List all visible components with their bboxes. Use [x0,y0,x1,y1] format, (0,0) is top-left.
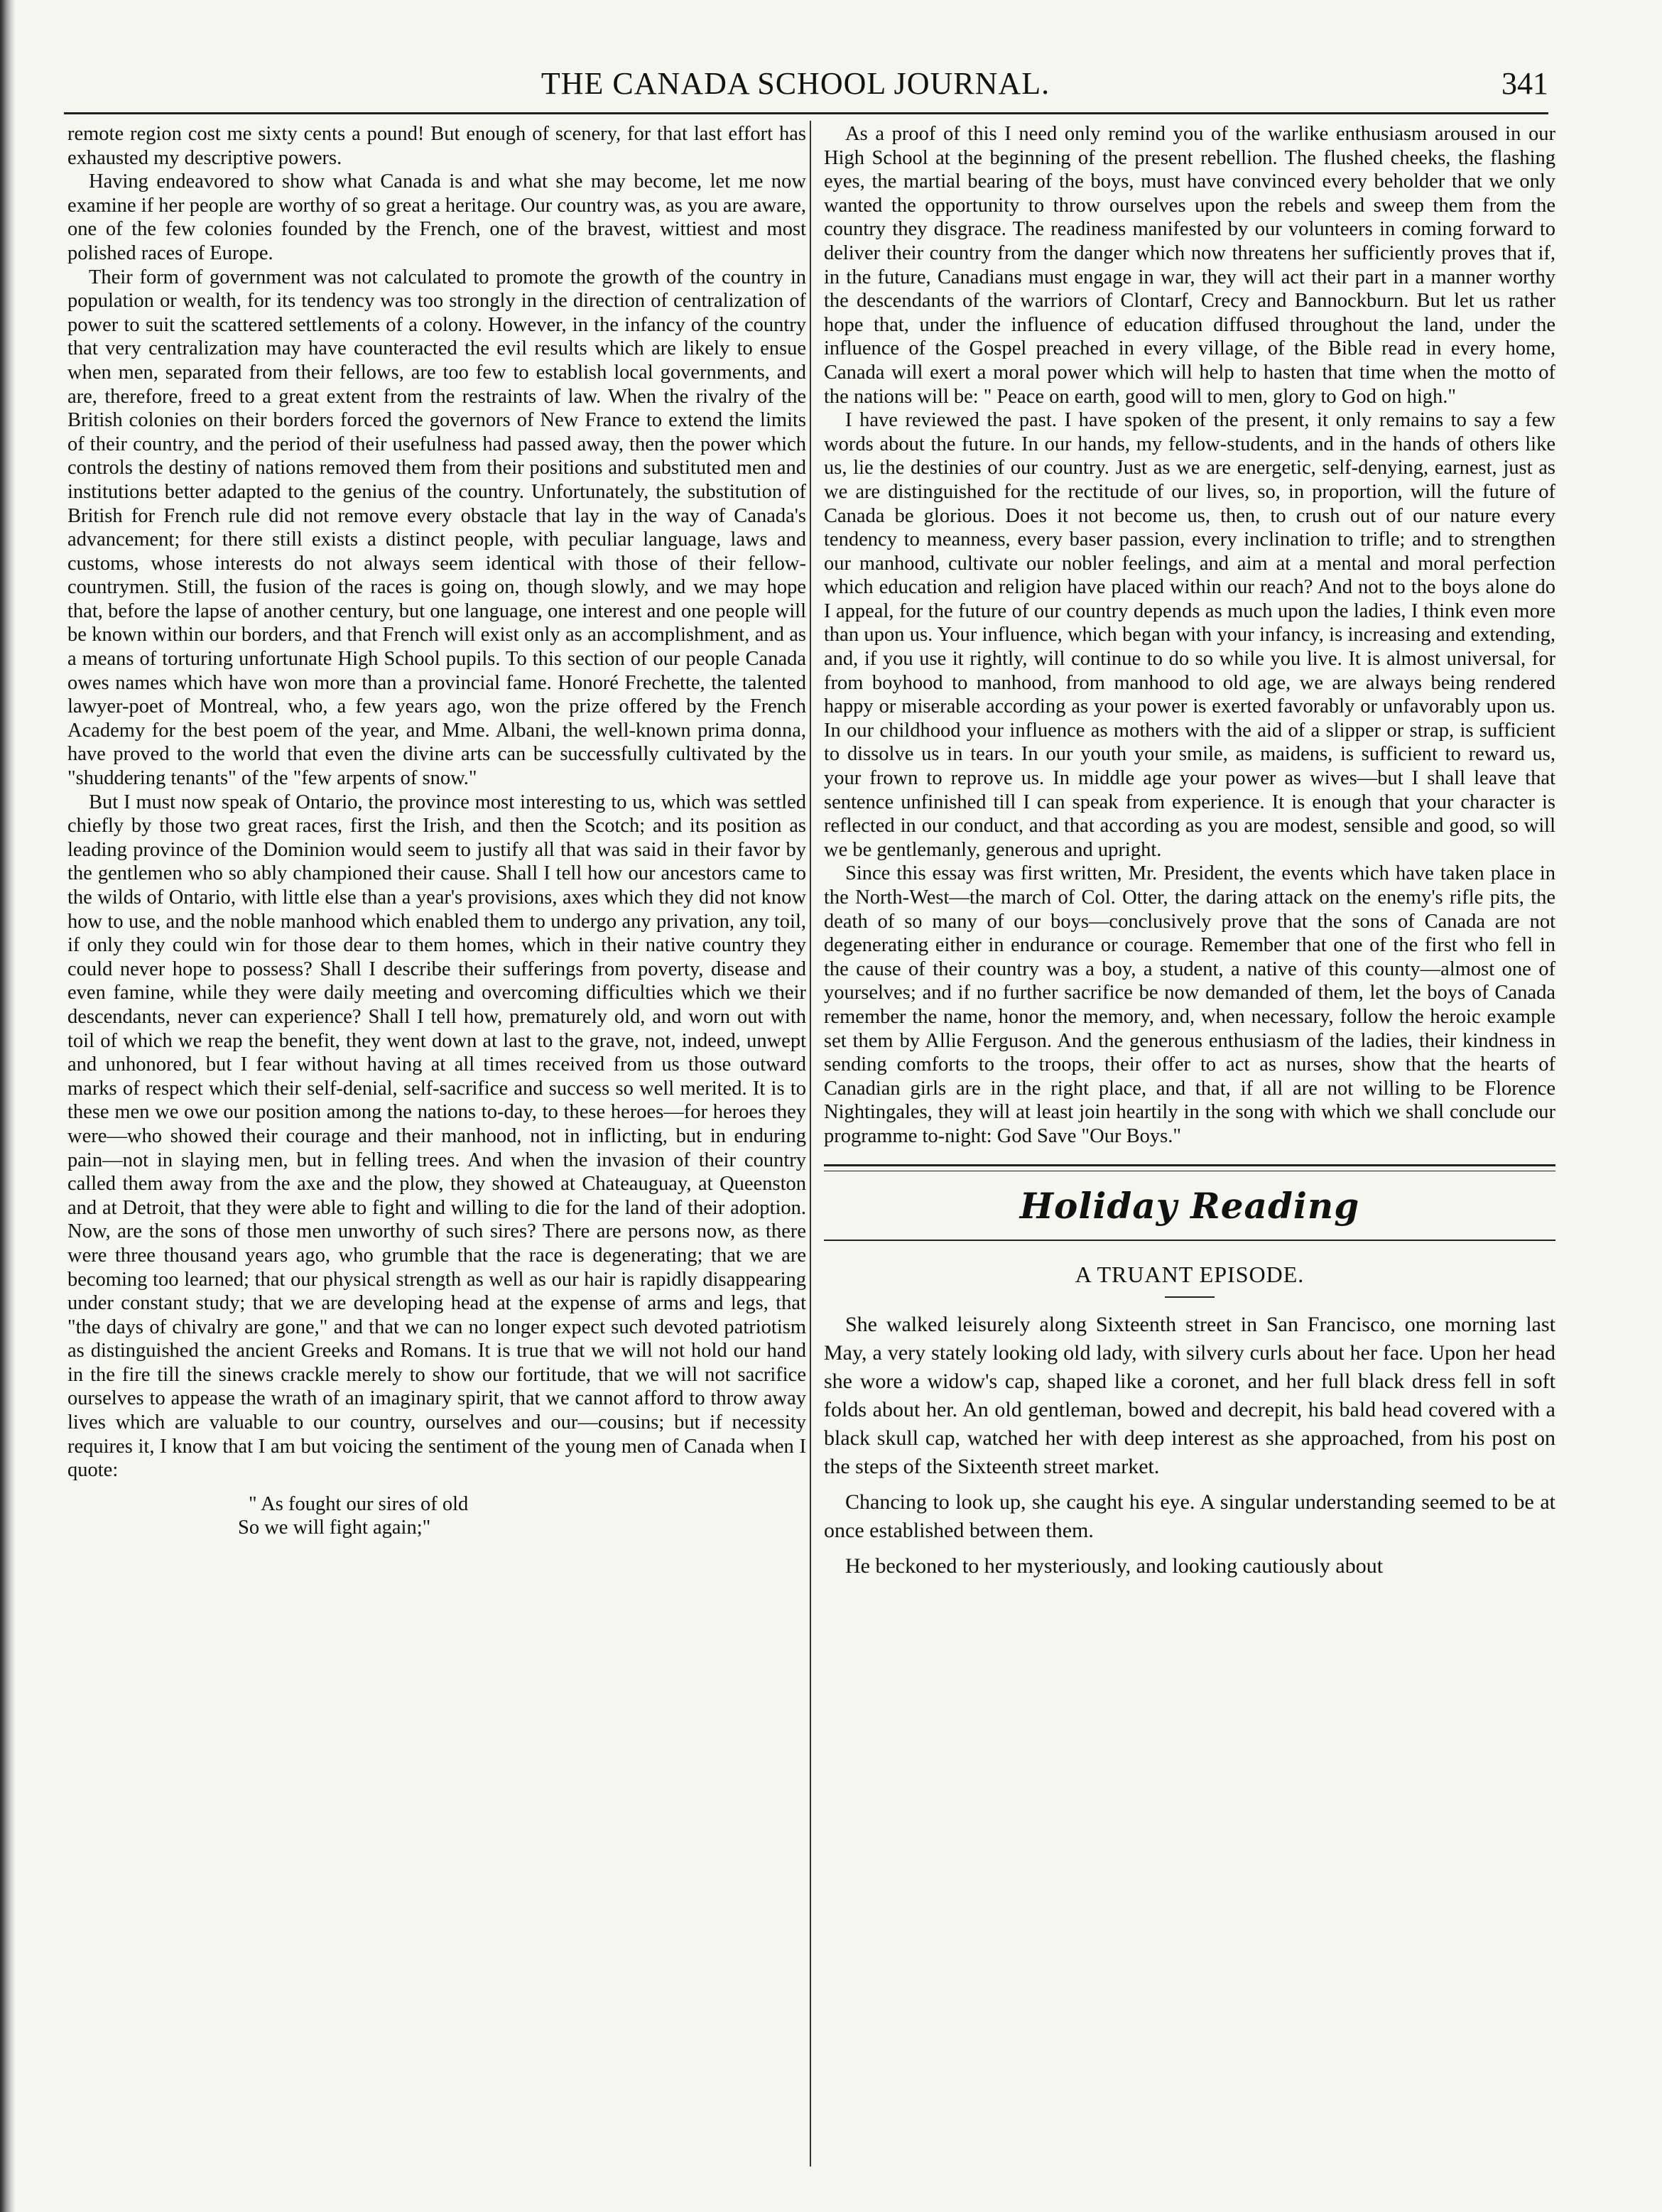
paragraph: Since this essay was first written, Mr. President, the events which have taken place in the North-West—the march of Col. Otter, the daring attack on the enemy's rifle pits, the death of so many of our boys—conclusively prove that the sons of Canada are not degenerating either in endurance or courage. Remember that one of the first who fell in the cause of their country was a boy, a student, a native of this county—almost one of yourselves; and if no further sacrifice be now demanded of them, let the boys of Canada remember the name, honor the memory, and, when necessary, follow the heroic example set them by Allie Ferguson. And the generous enthusiasm of the ladies, their kindness in sending comforts to the troops, their offer to act as nurses, show that the hearts of Canadian girls are in the right place, and that, if all are not willing to be Florence Nightingales, they will at least join heartily in the song with which we shall conclude our programme to-night: God Save "Our Boys." [824,862,1555,1147]
paragraph: As a proof of this I need only remind you of the warlike enthusiasm aroused in our High School at the beginning of the present rebellion. The flushed cheeks, the flashing eyes, the martial bearing of the boys, must have convinced every beholder that we only wanted the opportunity to throw ourselves upon the rebels and sweep them from the country they disgrace. The readiness manifested by our volunteers in coming forward to deliver their country from the danger which now threatens her sufficiently proves that if, in the future, Canadians must engage in war, they will act their part in a manner worthy the descendants of the warriors of Clontarf, Crecy and Bannockburn. But let us rather hope that, under the influence of education diffused throughout the land, under the influence of the Gospel preached in every village, of the Bible read in every home, Canada will exert a moral power which will help to hasten that time when the motto of the nations will be: " Peace on earth, good will to men, glory to God on high." [824,123,1555,408]
page-header [43,64,1548,105]
header-rule [64,112,1548,114]
poem-line: So we will fight again;" [238,1517,431,1539]
journal-title: THE CANADA SCHOOL JOURNAL. [541,66,1050,101]
story-paragraph: He beckoned to her mysteriously, and looking cautiously about [845,1554,1384,1578]
right-column [824,122,1555,2172]
page-binding-edge [0,0,16,2212]
story-body [824,1311,1555,1581]
left-column [67,122,806,2172]
poem-line: " As fought our sires of old [249,1492,469,1515]
paragraph: remote region cost me sixty cents a pound! But enough of scenery, for that last effort has exhausted my descriptive powers. [67,123,806,169]
poem-quote [67,1492,806,1540]
story-paragraph: Chancing to look up, she caught his eye. A singular understanding seemed to be at once established between them. [824,1490,1555,1542]
section-divider [824,1240,1555,1241]
title-rule [1165,1296,1215,1298]
column-divider [810,121,811,2167]
section-divider [824,1164,1555,1171]
paragraph: Their form of government was not calculated to promote the growth of the country in population or wealth, for its tendency was too strongly in the direction of centralization of power to suit the scattered settlements of a colony. However, in the infancy of the country that very centralization may have counteracted the evil results which are likely to ensue when men, separated from their fellows, are too few to establish local governments, and are, therefore, freed to a great extent from the restraints of law. When the rivalry of the British colonies on their borders forced the governors of New France to extend the limits of their country, and the period of their usefulness had passed away, then the power which controls the destiny of nations removed them from their positions and substituted men and institutions better adapted to the genius of the country. Unfortunately, the substitution of British for French rule did not remove every obstacle that lay in the way of Canada's advancement; for there still exists a distinct people, with peculiar language, laws and customs, whose interests do not always seem identical with those of their fellow-countrymen. Still, the fusion of the races is going on, though slowly, and we may hope that, before the lapse of another century, but one language, one interest and one people will be known within our borders, and that French will exist only as an accomplishment, and as a means of torturing unfortunate High School pupils. To this section of our people Canada owes names which have won more than a provincial fame. Honoré Frechette, the talented lawyer-poet of Montreal, who, a few years ago, won the prize offered by the French Academy for the best poem of the year, and Mme. Albani, the well-known prima donna, have proved to the world that even the divine arts can be successfully cultivated by the "shuddering tenants" of the "few arpents of snow." [67,266,806,790]
page-number: 341 [1501,66,1548,101]
paragraph: I have reviewed the past. I have spoken of the present, it only remains to say a few words about the future. In our hands, my fellow-students, and in the hands of others like us, lie the destinies of our country. Just as we are energetic, self-denying, earnest, just as we are distinguished for the rectitude of our lives, so, in proportion, will the future of Canada be glorious. Does it not become us, then, to crush out of our nature every tendency to meanness, every baser passion, every inclination to trifle; and to strengthen our manhood, cultivate our nobler feelings, and aim at a mental and moral perfection which education and religion have placed within our reach? And not to the boys alone do I appeal, for the future of our country depends as much upon the ladies, I think even more than upon us. Your influence, which began with your infancy, is increasing and extending, and, if you use it rightly, will continue to do so while you live. It is almost universal, for from boyhood to manhood, from manhood to old age, we are always being rendered happy or miserable according as your power is exerted favorably or unfavorably upon us. In our childhood your influence as mothers with the aid of a slipper or strap, is sufficient to dissolve us in tears. In our youth your smile, as maidens, is sufficient to reward us, your frown to reprove us. In middle age your power as wives—but I shall leave that sentence unfinished till I can speak from experience. It is enough that your character is reflected in our conduct, and that according as you are modest, sensible and good, so will we be gentlemanly, generous and upright. [824,409,1555,861]
story-paragraph: She walked leisurely along Sixteenth street in San Francisco, one morning last May, a very stately looking old lady, with silvery curls about her face. Upon her head she wore a widow's cap, shaped like a coronet, and her full black dress fell in soft folds about her. An old gentleman, bowed and decrepit, his bald head covered with a black skull cap, watched her with deep interest as she approached, from his post on the steps of the Sixteenth street market. [824,1312,1555,1478]
paragraph: Having endeavored to show what Canada is and what she may become, let me now examine if her people are worthy of so great a heritage. Our country was, as you are aware, one of the few colonies founded by the French, one of the bravest, wittiest and most polished races of Europe. [67,170,806,264]
paragraph: But I must now speak of Ontario, the province most interesting to us, which was settled chiefly by those two great races, first the Irish, and then the Scotch; and its position as leading province of the Dominion would seem to justify all that was said in their favor by the gentlemen who so ably championed their cause. Shall I tell how our ancestors came to the wilds of Ontario, with little else than a year's provisions, axes which they did not know how to use, and the noble manhood which enabled them to undergo any privation, any toil, if only they could win for those dear to them homes, which in their native country they could never hope to possess? Shall I describe their sufferings from poverty, disease and even famine, while they were daily meeting and overcoming difficulties which we their descendants, never can experience? Shall I tell how, prematurely old, and worn out with toil of which we reap the benefit, they went down at last to the grave, not, indeed, unwept and unhonored, but I fear without having at all times received from us those outward marks of respect which their self-denial, self-sacrifice and success so well merited. It is to these men we owe our position among the nations to-day, to these heroes—for heroes they were—who showed their courage and their manhood, not in inflicting, but in enduring pain—not in slaying men, but in felling trees. And when the invasion of their country called them away from the axe and the plow, they showed at Chateauguay, at Queenston and at Detroit, that they were able to fight and willing to die for the land of their adoption. Now, are the sons of those men unworthy of such sires? There are persons now, as there were three thousand years ago, who grumble that the race is degenerating; that we are becoming too learned; that our physical strength as well as our hair is rapidly disappearing under constant study; that we are developing head at the expense of arms and legs, that "the days of chivalry are gone," and that we can no longer expect such devoted patriotism as distinguished the ancient Greeks and Romans. It is true that we will not hold our hand in the fire till the sinews crackle merely to show our fortitude, that we will not sacrifice ourselves to appease the wrath of an imaginary spirit, that we cannot afford to throw away lives which are valuable to our country, ourselves and our—cousins; but if necessity requires it, I know that I am but voicing the sentiment of the young men of Canada when I quote: [67,791,806,1482]
story-title: A TRUANT EPISODE. [1075,1261,1305,1287]
section-heading: Holiday Reading [1019,1184,1360,1227]
